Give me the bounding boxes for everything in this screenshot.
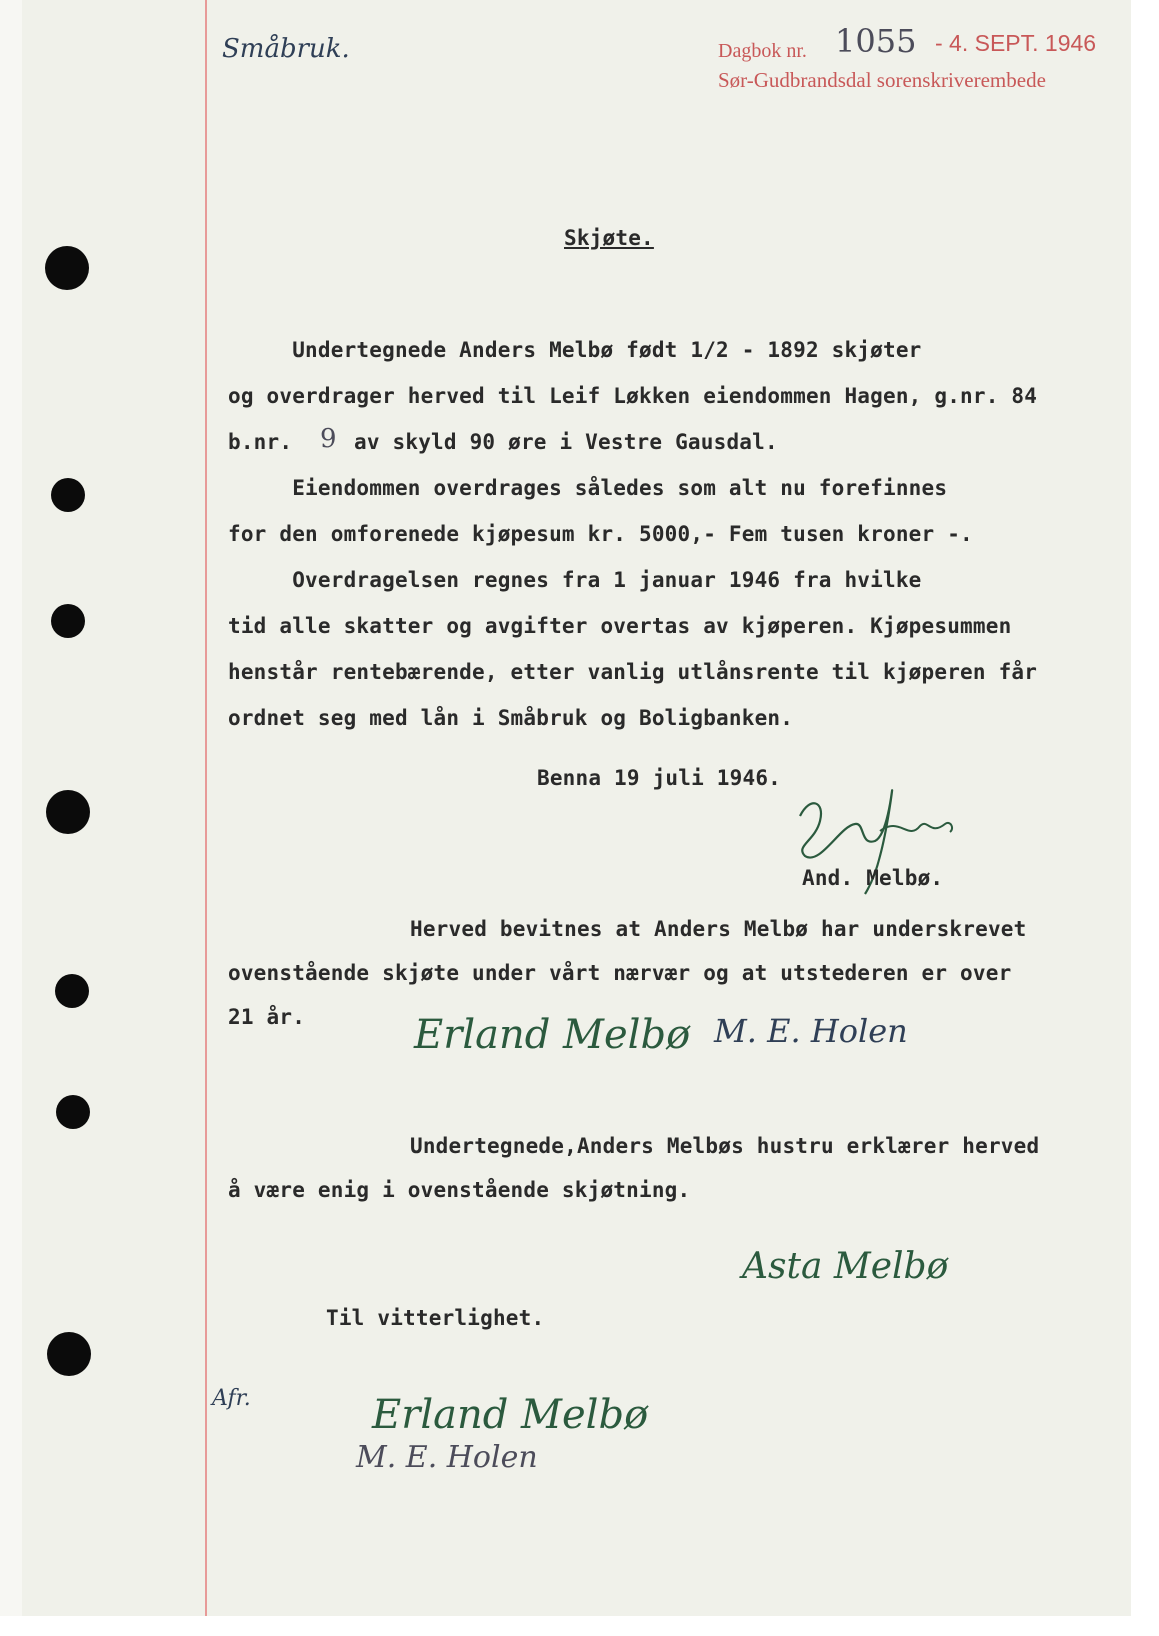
scan-bottom-edge xyxy=(0,1616,1159,1636)
seller-name-typed: And. Melbø. xyxy=(802,866,944,890)
place-date: Benna 19 juli 1946. xyxy=(537,766,782,790)
body-line: Eiendommen overdrages således som alt nu forefinnes xyxy=(228,476,948,500)
witness-line: ovenstående skjøte under vårt nærvær og at utstederen er over xyxy=(228,961,1012,985)
til-vitterlighet: Til vitterlighet. xyxy=(326,1306,545,1330)
body-line: for den omforenede kjøpesum kr. 5000,- Fem tusen kroner -. xyxy=(228,522,973,546)
punch-hole xyxy=(45,246,89,290)
spouse-line: å være enig i ovenstående skjøtning. xyxy=(228,1178,691,1202)
stamp-date: - 4. SEPT. 1946 xyxy=(935,30,1097,56)
body-line: og overdrager herved til Leif Løkken eiendommen Hagen, g.nr. 84 xyxy=(228,384,1038,408)
punch-hole xyxy=(55,974,89,1008)
body-line: Undertegnede Anders Melbø født 1/2 - 1892 skjøter xyxy=(228,338,922,362)
witness-line: Herved bevitnes at Anders Melbø har underskrevet xyxy=(410,917,1027,941)
witness-signature-erland: Erland Melbø xyxy=(414,1012,691,1058)
punch-hole xyxy=(56,1095,90,1129)
body-line: henstår rentebærende, etter vanlig utlånsrente til kjøperen får xyxy=(228,660,1038,684)
spouse-line: Undertegnede,Anders Melbøs hustru erklærer herved xyxy=(410,1134,1040,1158)
punch-hole xyxy=(47,1332,91,1376)
journal-number: 1055 xyxy=(835,22,917,60)
body-line: Overdragelsen regnes fra 1 januar 1946 fra hvilke xyxy=(228,568,922,592)
scan-left-edge xyxy=(0,0,22,1636)
body-line: av skyld 90 øre i Vestre Gausdal. xyxy=(354,430,778,454)
final-witness-holen: M. E. Holen xyxy=(356,1440,538,1475)
punch-hole xyxy=(51,478,85,512)
witness-signature-holen: M. E. Holen xyxy=(714,1012,908,1050)
journal-stamp-label: Dagbok nr. xyxy=(718,40,807,62)
margin-rule xyxy=(205,0,207,1616)
margin-mark: Afr. xyxy=(212,1386,251,1411)
punch-hole xyxy=(46,790,90,834)
body-line: b.nr. xyxy=(228,430,293,454)
body-line: ordnet seg med lån i Småbruk og Boligbanken. xyxy=(228,706,794,730)
witness-line: 21 år. xyxy=(228,1005,306,1029)
body-line: tid alle skatter og avgifter overtas av kjøperen. Kjøpesummen xyxy=(228,614,1012,638)
stamp-office: Sør-Gudbrandsdal sorenskriverembede xyxy=(718,68,1046,92)
spouse-signature: Asta Melbø xyxy=(742,1246,949,1287)
document-title: Skjøte. xyxy=(564,226,654,250)
margin-note-smabruk: Småbruk. xyxy=(222,34,350,64)
punch-hole xyxy=(51,604,85,638)
handwritten-bnr: 9 xyxy=(320,424,337,454)
final-witness-erland: Erland Melbø xyxy=(372,1392,649,1438)
scan-right-edge xyxy=(1131,0,1159,1636)
